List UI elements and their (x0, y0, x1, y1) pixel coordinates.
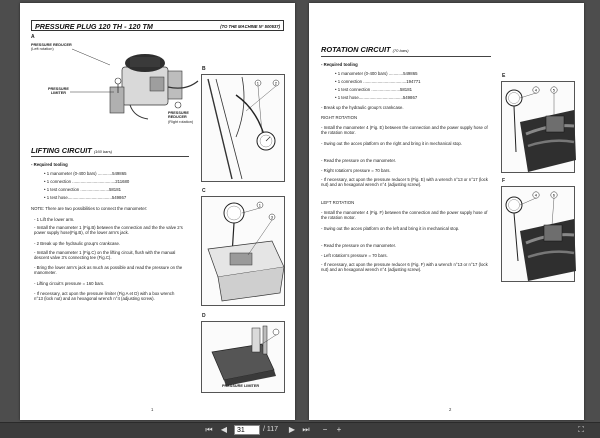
step-text: - Install the manometer 4 (Fig. F) between the connection and the power supply hose of the rotation motor. (321, 210, 488, 221)
figure-d-illustration (201, 321, 285, 393)
svg-text:1: 1 (258, 202, 262, 208)
step-text: - Read the pressure on the manometer. (321, 158, 396, 163)
svg-text:5: 5 (552, 87, 556, 93)
step-text: - If necessary, act upon the pressure reducer 5 (Fig. E) with a wrench n°13 or n°17 (lock nut) and an hexagonal wrench n°4 (adjusting screw). (321, 177, 488, 188)
section-title-lifting-circuit: LIFTING CIRCUIT (160 bars) (31, 146, 113, 155)
figure-e-illustration (501, 81, 575, 173)
tool-item: • 1 connection ....................................194771 (335, 79, 421, 84)
figure-b-label: B (202, 66, 206, 72)
viewer-toolbar (0, 422, 600, 438)
document-page-2 (309, 3, 584, 420)
step-text: - Left rotation’s pressure = 70 bars. (321, 253, 388, 258)
required-tooling-heading: - Required tooling (321, 62, 358, 67)
note-text: NOTE: There are two possibilities to connect the manometer: (31, 206, 148, 211)
left-rotation-heading: LEFT ROTATION (321, 200, 355, 205)
figure-d-label: D (202, 313, 206, 319)
step-text: - 2 Break up the hydraulic group’s crankcase. (34, 241, 121, 246)
fullscreen-icon[interactable]: ⛶ (578, 425, 584, 434)
required-tooling-heading: - Required tooling (31, 162, 68, 167)
page-header-title: PRESSURE PLUG 120 TH - 120 TM (35, 22, 153, 31)
tool-item: • 1 test hose.....................................549867 (335, 95, 418, 100)
step-text: - Swing out the acces platform on the left and bring it in mechanical stop. (321, 226, 460, 231)
figure-f-label: F (502, 178, 506, 184)
step-text: - If necessary, act upon the pressure reducer 6 (Fig. F) with a wrench n°13 or n°17 (lock nut) and an hexagonal wrench n°4 (adjusting screw). (321, 262, 488, 273)
section-divider (31, 156, 189, 157)
tool-item: • 1 manometer (0-400 bars) ............549865 (335, 71, 418, 76)
svg-text:4: 4 (534, 192, 538, 198)
step-text: - Install the manometer 1 (Fig.B) between the connection and the the valve 2’s power supply hose(Fig.B), of the lower arm’s jack. (34, 225, 183, 236)
svg-text:6: 6 (552, 192, 556, 198)
step-text: - Install the manometer 4 (Fig. E) between the connection and the power supply hose of the rotation motor. (321, 125, 488, 136)
page-number: 1 (151, 407, 154, 412)
step-text: - If necessary, act upon the pressure limiter (Fig A et D) with a box wrench n°13 (lock nut) and an hexagonal wrench n°4 (adjusting screw). (34, 291, 175, 302)
page-header-box (31, 20, 284, 31)
document-page-1 (20, 3, 295, 420)
step-text: - Break up the hydraulic group’s crankcase. (321, 105, 404, 110)
right-rotation-heading: RIGHT ROTATION (321, 115, 358, 120)
zoom-in-icon[interactable]: + (336, 425, 342, 434)
figure-c-label: C (202, 188, 206, 194)
last-page-icon[interactable]: ⏭ (302, 425, 310, 434)
page-header-note: (TO THE MACHINE N° 500537) (220, 24, 280, 29)
figure-c-illustration (201, 196, 285, 306)
step-text: - Read the pressure on the manometer. (321, 243, 396, 248)
callout-pressure-reducer-left: PRESSURE REDUCER (Left rotation) (31, 43, 72, 52)
tool-item: • 1 test hose.....................................549867 (44, 195, 127, 200)
figure-b-illustration (201, 74, 285, 182)
svg-text:3: 3 (270, 214, 274, 220)
callout-pressure-limiter: PRESSURE LIMITER (48, 87, 69, 96)
svg-text:2: 2 (274, 80, 278, 86)
zoom-out-icon[interactable]: − (322, 425, 328, 434)
step-text: - Swing out the acces platform on the right and bring it in mechanical stop. (321, 141, 462, 146)
step-text: - Lifting circuit’s pressure = 160 bars. (34, 281, 105, 286)
tool-item: • 1 test connection ........................58181 (335, 87, 412, 92)
section-title-rotation-circuit: ROTATION CIRCUIT (70 bars) (321, 45, 409, 54)
tool-item: • 1 manometer (0-400 bars) ............549865 (44, 171, 127, 176)
svg-text:1: 1 (256, 80, 260, 86)
tool-item: • 1 test connection ........................58181 (44, 187, 121, 192)
figure-f-illustration (501, 186, 575, 282)
prev-page-icon[interactable]: ◀ (220, 425, 228, 434)
step-text: - 1 Lift the lower arm. (34, 217, 75, 222)
page-number: 2 (449, 407, 452, 412)
page-number-input[interactable] (234, 425, 260, 435)
svg-text:4: 4 (534, 87, 538, 93)
section-divider (321, 56, 491, 57)
callout-line-reducer-left (72, 47, 112, 67)
figure-e-label: E (502, 73, 506, 79)
next-page-icon[interactable]: ▶ (288, 425, 296, 434)
page-total-count: / 117 (263, 426, 279, 433)
step-text: - Install the manometer 1 (Fig.C) on the lifting circuit, flush with the manual descent valve 3’s connecting tee (Fig.C). (34, 250, 176, 261)
step-text: - Right rotation’s pressure = 70 bars. (321, 168, 391, 173)
callout-line-limiter (70, 89, 116, 95)
figure-a-label: A (31, 34, 35, 40)
callout-pressure-reducer-right: PRESSURE REDUCER (Right rotation) (168, 111, 194, 124)
tool-item: • 1 connection ....................................211680 (44, 179, 130, 184)
figure-d-caption: PRESSURE LIMITER (222, 384, 260, 388)
step-text: - Bring the lower arm’s jack as much as possible and read the pressure on the manometer. (34, 265, 183, 276)
first-page-icon[interactable]: ⏮ (205, 425, 213, 434)
